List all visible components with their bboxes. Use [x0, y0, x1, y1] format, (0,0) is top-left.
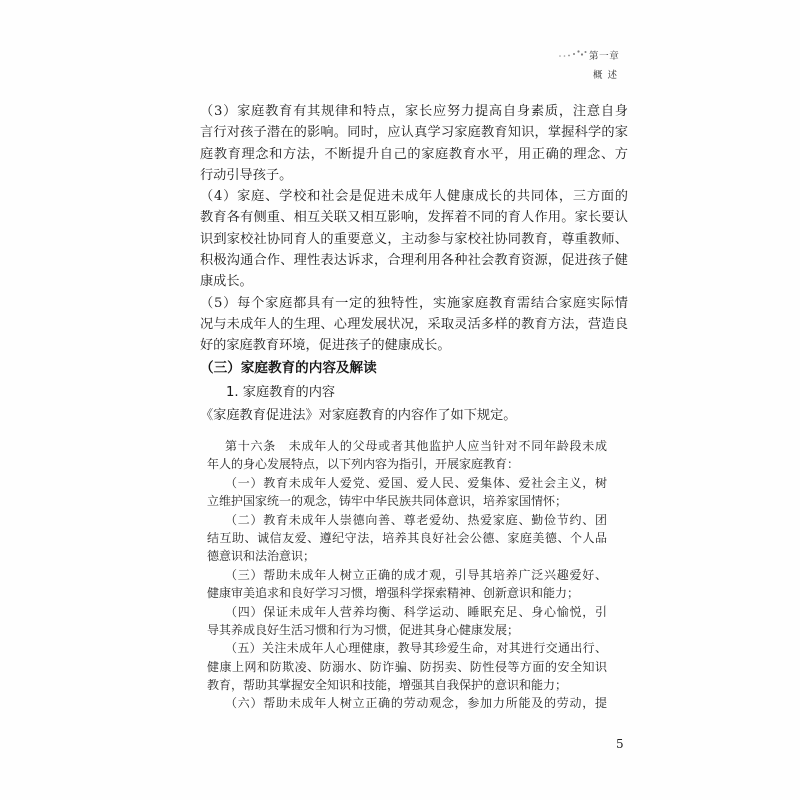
quote-line: （二）教育未成年人崇德向善、尊老爱幼、热爱家庭、勤俭节约、团 [225, 512, 607, 527]
article-clause-1 [207, 474, 607, 511]
intro-paragraph: 《家庭教育促进法》对家庭教育的内容作了如下规定。 [200, 408, 517, 423]
quote-line: 健康审美追求和良好学习习惯，增强科学探索精神、创新意识和能力； [207, 586, 580, 601]
quote-line: 德意识和法治意识； [207, 549, 316, 564]
article-clause-5 [207, 639, 607, 694]
article-clause-2 [207, 511, 607, 566]
quote-line: （一）教育未成年人爱党、爱国、爱人民、爱集体、爱社会主义，树 [225, 475, 607, 490]
quote-line: （五）关注未成年人心理健康，教导其珍爱生命，对其进行交通出行、 [225, 641, 607, 656]
paragraph-item-3 [200, 101, 628, 186]
text-line: 好的家庭教育环境，促进孩子的健康成长。 [200, 338, 451, 354]
quote-line: 立维护国家统一的观念，铸牢中华民族共同体意识，培养家国情怀； [207, 494, 568, 509]
text-line: 况与未成年人的生理、心理发展状况，采取灵活多样的教育方法，营造良 [200, 316, 628, 332]
text-line: 行动引导孩子。 [200, 167, 293, 183]
quote-line: 导其养成良好生活习惯和行为习惯，促进其身心健康发展； [207, 622, 520, 637]
text-line: 识到家校社协同育人的重要意义，主动参与家校社协同教育，尊重教师、 [200, 231, 628, 247]
quote-line: （四）保证未成年人营养均衡、科学运动、睡眠充足、身心愉悦，引 [225, 604, 607, 619]
quote-line: 健康上网和防欺凌、防溺水、防诈骗、防拐卖、防性侵等方面的安全知识 [207, 659, 607, 674]
text-line: （3）家庭教育有其规律和特点，家长应努力提高自身素质，注意自身 [200, 104, 628, 119]
article-clause-6 [207, 694, 607, 712]
paragraph-item-4 [200, 186, 628, 292]
subsection-heading: 1. 家庭教育的内容 [226, 385, 336, 400]
dots-ornament-icon [558, 47, 588, 61]
law-quote-block [207, 437, 607, 713]
page-number: 5 [616, 737, 624, 751]
chapter-label: 第一章 [589, 51, 620, 62]
article-clause-4 [207, 603, 607, 640]
text-line: 教育各有侧重、相互关联又相互影响，发挥着不同的育人作用。家长要认 [200, 210, 628, 226]
body-text [200, 101, 628, 357]
section-heading: （三）家庭教育的内容及解读 [200, 360, 377, 376]
quote-line: 年人的身心发展特点，以下列内容为指引，开展家庭教育： [207, 457, 520, 472]
article-16-lead [207, 437, 607, 474]
quote-line: （三）帮助未成年人树立正确的成才观，引导其培养广泛兴趣爱好、 [225, 567, 607, 582]
text-line: （5）每个家庭都具有一定的独特性，实施家庭教育需结合家庭实际情 [200, 295, 628, 311]
quote-line: 第十六条 未成年人的父母或者其他监护人应当针对不同年龄段未成 [225, 439, 607, 453]
text-line: 积极沟通合作、理性表达诉求，合理利用各种社会教育资源，促进孩子健 [200, 253, 628, 269]
quote-line: 教育，帮助其掌握安全知识和技能，增强其自我保护的意识和能力； [207, 678, 568, 693]
text-line: 庭教育理念和方法，不断提升自己的家庭教育水平，用正确的理念、方 [200, 146, 628, 162]
paragraph-item-5 [200, 293, 628, 357]
quote-line: （六）帮助未成年人树立正确的劳动观念，参加力所能及的劳动，提 [225, 696, 607, 711]
text-line: 康成长。 [200, 274, 253, 290]
text-line: 言行对孩子潜在的影响。同时，应认真学习家庭教育知识，掌握科学的家 [200, 125, 628, 141]
quote-line: 结互助、诚信友爱、遵纪守法，培养其良好社会公德、家庭美德、个人品 [207, 530, 607, 545]
section-label: 概 述 [593, 70, 619, 81]
text-line: （4）家庭、学校和社会是促进未成年人健康成长的共同体，三方面的 [200, 189, 628, 205]
article-clause-3 [207, 566, 607, 603]
